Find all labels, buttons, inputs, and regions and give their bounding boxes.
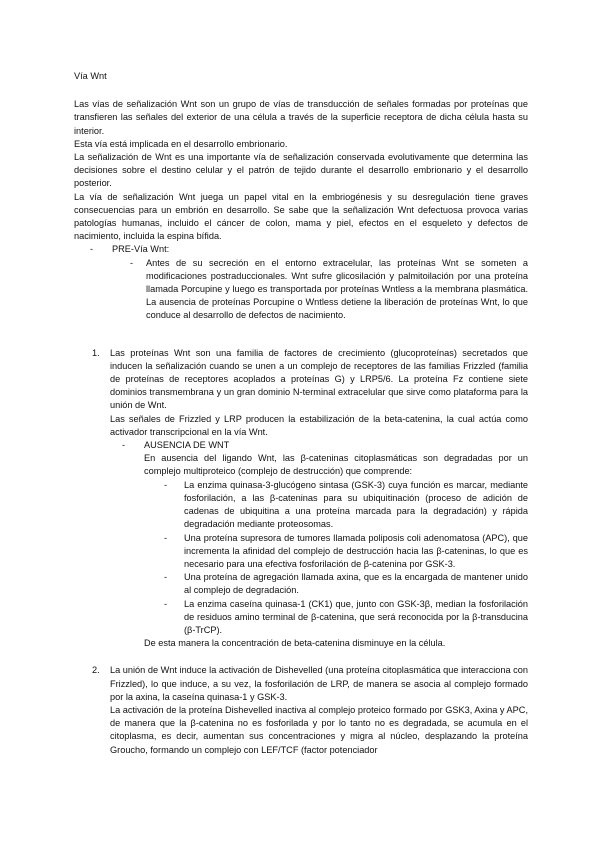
intro-paragraph-3: La señalización de Wnt es una importante vía de señalización conservada evolutivamente que determina las decisiones sobre el destino celular y el patrón de tejido durante el desarrollo embrionario y el desarrollo posterior.: [74, 152, 528, 189]
list-item-text: La enzima caseína quinasa-1 (CK1) que, junto con GSK-3β, median la fosforilación de residuos amino terminal de β-catenina, que será reconocida por la β-transducina (β-TrCP).: [184, 598, 528, 635]
pre-via-item: [90, 243, 528, 256]
pre-via-paragraph: Antes de su secreción en el entorno extracelular, las proteínas Wnt se someten a modificaciones postraduccionales. Wnt sufre glicosilación y palmitoilación por una proteína llamada Porcupine y luego es transportada por proteínas Wntless a la membrana plasmática. La ausencia de proteínas Porcupine o Wntless detiene la liberación de proteínas Wnt, lo que conduce al desarrollo de defectos de nacimiento.: [146, 257, 528, 321]
list-item-text: La enzima quinasa-3-glucógeno sintasa (GSK-3) cuya función es marcar, mediante fosforilación, a las β-cateninas para su ubiquitinación (proceso de adición de cadenas de ubiquitina a una proteína marcada para la degradación) y rápida degradación mediante proteosomas.: [184, 479, 528, 530]
dash-marker: -: [90, 244, 94, 255]
intro-paragraph-1: Las vías de señalización Wnt son un grupo de vías de transducción de señales formadas por proteínas que transfieren las señales del exterior de una célula a través de la superficie receptora de dicha célula hasta su interior.: [74, 99, 528, 136]
list-item-text: Una proteína de agregación llamada axina, que es la encargada de mantener unido al complejo de degradación.: [184, 572, 528, 596]
item2-paragraph-2: La activación de la proteína Dishevelled inactiva al complejo proteico formado por GSK3, Axina y APC, de manera que la β-catenina no es fosforilada y por lo tanto no es degradada, se acumula en el citoplasma, es decir, aumentan sus concentraciones y migra al núcleo, desplazando la proteína Groucho, formando un complejo con LEF/TCF (factor potenciador: [110, 704, 528, 755]
document-title: Vía Wnt: [74, 71, 107, 81]
item-number: 2.: [92, 665, 100, 676]
item-number: 1.: [92, 347, 100, 358]
absence-paragraph: En ausencia del ligando Wnt, las β-cateninas citoplasmáticas son degradadas por un complejo multiproteico (complejo de destrucción) que comprende:: [144, 453, 528, 477]
pre-via-label: PRE-Vía Wnt:: [112, 244, 170, 255]
closing-sentence: De esta manera la concentración de beta-catenina disminuye en la célula.: [144, 638, 446, 649]
item1-paragraph-1: Las proteínas Wnt son una familia de factores de crecimiento (glucoproteínas) secretados que inducen la señalización cuando se unen a un complejo de receptores de las familias Frizzled (familia de proteínas de receptores acoplados a proteínas G) y LRP5/6. La proteína Fz contiene siete dominios transmembrana y un gran dominio N-terminal extracelular que sirve como plataforma para la unión de Wnt.: [110, 347, 528, 411]
absence-heading: [122, 439, 528, 452]
list-item-text: Una proteína supresora de tumores llamada poliposis coli adenomatosa (APC), que incrementa la afinidad del complejo de destrucción hacia las β-cateninas, lo que es necesario para una efectiva fosforilación de β-catenina por GSK-3.: [184, 532, 528, 569]
intro-paragraph-2: Esta vía está implicada en el desarrollo embrionario.: [74, 138, 288, 149]
numbered-item-1: [92, 347, 528, 651]
list-item: [164, 571, 528, 597]
numbered-item-2: [92, 664, 528, 756]
dash-marker: -: [122, 440, 126, 451]
list-item: [164, 598, 528, 638]
dash-marker: -: [130, 257, 134, 268]
absence-label: AUSENCIA DE WNT: [144, 440, 230, 451]
list-item: [164, 532, 528, 572]
pre-via-text: [130, 257, 528, 323]
item2-paragraph-1: La unión de Wnt induce la activación de Dishevelled (una proteína citoplasmática que interacciona con Frizzled), lo que induce, a su vez, la fosforilación de LRP, de manera se asocia al complejo formado por la axina, la caseína quinasa-1 y GSK-3.: [110, 665, 528, 702]
dash-marker: -: [164, 598, 168, 609]
item1-paragraph-2: Las señales de Frizzled y LRP producen la estabilización de la beta-catenina, la cual actúa como activador transcripcional en la vía Wnt.: [110, 413, 528, 437]
dash-marker: -: [164, 479, 168, 490]
list-item: [164, 479, 528, 532]
dash-marker: -: [164, 572, 168, 583]
intro-paragraph-4: La vía de señalización Wnt juega un papel vital en la embriogénesis y su desregulación tiene graves consecuencias para un embrión en desarrollo. Se sabe que la señalización Wnt defectuosa provoca varias patologías humanas, incluido el cáncer de colon, mama y piel, efectos en el esqueleto y defectos de nacimiento, incluida la espina bífida.: [74, 191, 528, 242]
dash-marker: -: [164, 532, 168, 543]
